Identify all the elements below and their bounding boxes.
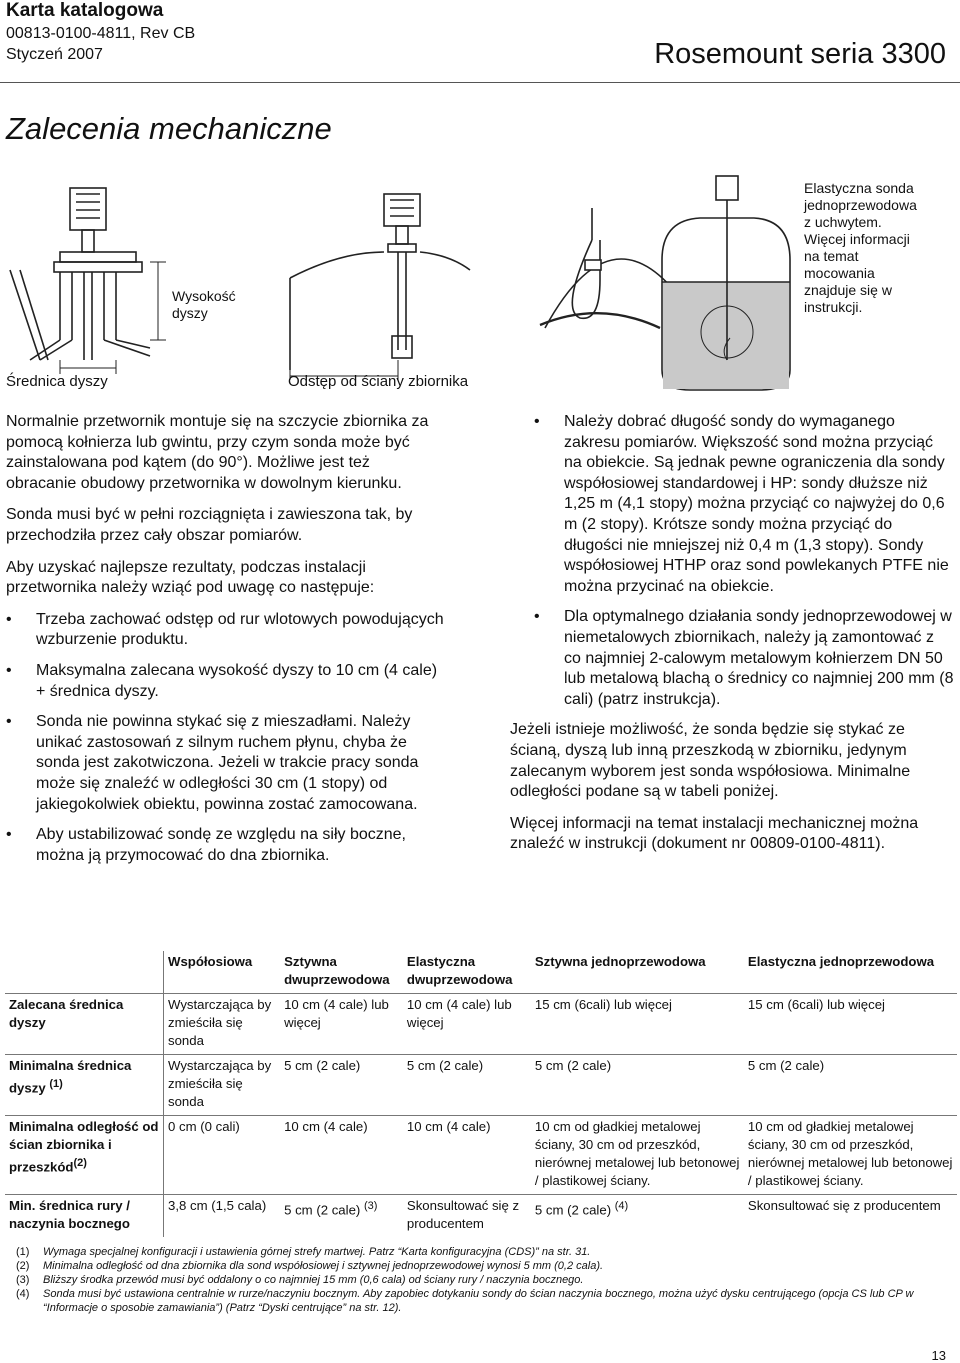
bullet-probe-length: • Należy dobrać długość sondy do wymaganego zakresu pomiarów. Większość sond można przyciąć na obiekcie. Są jednak pewne ograniczenia dla sondy współosiowej standardowej i HP: sondy dłuższe niż 1,25 m (4,1 stopy) można przyciąć co najwyżej do 0,6 m (2 stopy). Krótsze sondy można przyciąć do długości nie mniejszej niż 0,4 m (1,3 stopy). Sondy współosiowej HTHP oraz sond powlekanych PTFE nie można przycinać na obiekcie. xyxy=(534,412,954,597)
footnote-number: (3) xyxy=(16,1274,30,1286)
footnote-text: Wymaga specjalnej konfiguracji i ustawienia górnej strefy martwej. Patrz “Karta konfiguracyjna (CDS)” na str. 31. xyxy=(43,1246,591,1258)
row-label xyxy=(5,994,164,1055)
table-cell: Wystarczająca by zmieściła się sonda xyxy=(164,994,281,1055)
note-line-7: znajduje się w xyxy=(804,282,892,298)
table-cell: 5 cm (2 cale) xyxy=(531,1055,744,1116)
left-bullet-list xyxy=(6,610,444,867)
wall-distance-label: Odstęp od ściany zbiornika xyxy=(288,373,469,390)
table-cell: 3,8 cm (1,5 cala) xyxy=(164,1195,281,1238)
note-line-2: jednoprzewodowa xyxy=(804,197,917,213)
table-cell: 15 cm (6cali) lub więcej xyxy=(744,994,957,1055)
wall-distance-drawing xyxy=(290,194,470,380)
probe-extension-paragraph: Sonda musi być w pełni rozciągnięta i zawieszona tak, by przechodziła przez cały obszar pomiarów. xyxy=(6,506,413,544)
footnote xyxy=(16,1287,936,1315)
note-line-3: z uchwytem. xyxy=(804,214,882,230)
table-row xyxy=(5,1055,957,1116)
row-label-text: Zalecana średnica dyszy xyxy=(9,997,124,1030)
table-cell: Skonsultować się z producentem xyxy=(744,1195,957,1238)
table-cell: 5 cm (2 cale) xyxy=(280,1055,403,1116)
bullet-nozzle-height: • Maksymalna zalecana wysokość dyszy to 10 cm (4 cale) + średnica dyszy. xyxy=(6,661,444,702)
left-column xyxy=(6,412,444,876)
best-results-paragraph: Aby uzyskać najlepsze rezultaty, podczas instalacji przetwornika należy wziąć pod uwagę co następuje: xyxy=(6,558,375,597)
table-cell: 15 cm (6cali) lub więcej xyxy=(531,994,744,1055)
table-cell: 10 cm (4 cale) lub więcej xyxy=(280,994,403,1055)
right-bullet-list xyxy=(534,412,954,710)
doc-number: 00813-0100-4811, Rev CB xyxy=(6,25,196,42)
bullet-nonmetal-tank: • Dla optymalnego działania sondy jednoprzewodowej w niemetalowych zbiornikach, należy ją zamontować z co najmniej 2-calowym metalowym kołnierzem DN 50 lub metalową blachą o średnicy co najmniej 200 mm (8 cali) (patrz instrukcja). xyxy=(534,607,954,710)
more-info-paragraph: Więcej informacji na temat instalacji mechanicznej można znaleźć w instrukcji (dokument nr 00809-0100-4811). xyxy=(510,814,919,853)
footnote-text: Bliższy środka przewód musi być oddalony o co najmniej 15 mm (0,6 cala) od ściany rury / naczynia bocznego. xyxy=(43,1274,584,1286)
clearance-table xyxy=(5,951,957,1237)
footnote-ref: (2) xyxy=(73,1157,87,1169)
coax-recommendation-paragraph: Jeżeli istnieje możliwość, że sonda będzie się stykać ze ścianą, dyszą lub inną przeszkodą w zbiorniku, jedynym zalecanym wyborem jest sonda współosiowa. Minimalne odległości podane są w tabeli poniżej. xyxy=(510,721,911,801)
row-label xyxy=(5,1055,164,1116)
row-label-text: Min. średnica rury / naczynia bocznego xyxy=(9,1198,130,1231)
row-label-text: Minimalna odległość od ścian zbiornika i przeszkód xyxy=(9,1119,159,1175)
cell-text: 5 cm (2 cale) xyxy=(284,1202,361,1218)
row-label xyxy=(5,1116,164,1195)
column-header: Elastyczna dwuprzewodowa xyxy=(406,954,513,987)
table-cell: Skonsultować się z producentem xyxy=(403,1195,531,1238)
footnote-ref: (3) xyxy=(363,1200,378,1212)
column-header: Sztywna jednoprzewodowa xyxy=(534,954,706,969)
header-rule xyxy=(0,82,960,83)
table-row xyxy=(5,1195,957,1238)
footnote-ref: (4) xyxy=(614,1200,629,1212)
table-row xyxy=(5,994,957,1055)
row-label xyxy=(5,1195,164,1238)
nozzle-height-line-2: dyszy xyxy=(172,305,208,321)
table-cell: Wystarczająca by zmieściła się sonda xyxy=(164,1055,281,1116)
table-corner-cell xyxy=(5,951,164,994)
note-line-5: na temat xyxy=(804,248,859,264)
table-cell: 10 cm (4 cale) xyxy=(280,1116,403,1195)
intro-paragraph: Normalnie przetwornik montuje się na szczycie zbiornika za pomocą kołnierza lub gwintu, przy czym sonda może być zainstalowana pod kątem (do 90°). Możliwe jest też obracanie obudowy przetwornika w dowolnym kierunku. xyxy=(6,413,429,492)
footnote xyxy=(16,1245,936,1259)
column-header: Współosiowa xyxy=(168,954,253,969)
bullet-stabilize: • Aby ustabilizować sondę ze względu na siły boczne, można ją przymocować do dna zbiornika. xyxy=(6,825,444,866)
footnote-ref: (1) xyxy=(49,1078,63,1090)
bullet-agitators: • Sonda nie powinna stykać się z mieszadłami. Należy unikać zastosowań z silnym ruchem płynu, chyba że sonda jest zakotwiczona. Jeżeli w trakcie pracy sonda może się znaleźć w odległości 30 cm (1 stopy) od jakiegokolwiek obiektu, powinna zostać zamocowana. xyxy=(6,712,444,815)
table-row xyxy=(5,1116,957,1195)
table-cell: 0 cm (0 cali) xyxy=(164,1116,281,1195)
column-header: Elastyczna jednoprzewodowa xyxy=(747,954,935,969)
table-header-row xyxy=(5,951,957,994)
note-line-1: Elastyczna sonda xyxy=(804,180,914,196)
nozzle-height-label xyxy=(172,288,236,322)
footnote-text: Sonda musi być ustawiona centralnie w rurze/naczyniu bocznym. Aby zapobiec dotykaniu sondy do ścian naczynia bocznego, można użyć dysku centrującego (opcja CS lub CP w “Informacje o sposobie zamawiania”) (Patrz “Dyski centrujące” na str. 12). xyxy=(43,1288,914,1314)
table-cell: 10 cm (4 cale) xyxy=(403,1116,531,1195)
page-number: 13 xyxy=(931,1348,946,1363)
footnotes xyxy=(16,1245,936,1315)
table-cell xyxy=(280,1195,403,1238)
right-column xyxy=(510,412,954,866)
table-cell: 10 cm (4 cale) lub więcej xyxy=(403,994,531,1055)
note-line-6: mocowania xyxy=(804,265,875,281)
footnote-number: (4) xyxy=(16,1288,30,1300)
table-cell xyxy=(531,1195,744,1238)
cell-text: 5 cm (2 cale) xyxy=(534,1202,612,1218)
table-cell: 10 cm od gładkiej metalowej ściany, 30 cm od przeszkód, nierównej metalowej lub betonowej / plastikowej ściany. xyxy=(744,1116,957,1195)
table-cell: 5 cm (2 cale) xyxy=(403,1055,531,1116)
section-title: Zalecenia mechaniczne xyxy=(6,111,332,146)
nozzle-height-line-1: Wysokość xyxy=(172,288,236,304)
footnote xyxy=(16,1273,936,1287)
nozzle-tank-drawing xyxy=(10,188,166,374)
footnote xyxy=(16,1259,936,1273)
note-line-4: Więcej informacji xyxy=(804,231,910,247)
footnote-number: (1) xyxy=(16,1246,30,1258)
footnote-text: Minimalna odległość od dna zbiornika dla sond współosiowej i sztywnej jednoprzewodowej wynosi 5 mm (0,2 cala). xyxy=(43,1260,604,1272)
note-line-8: instrukcji. xyxy=(804,299,863,315)
table-cell: 10 cm od gładkiej metalowej ściany, 30 cm od przeszkód, nierównej metalowej lub betonowej / plastikowej ściany. xyxy=(531,1116,744,1195)
column-header: Sztywna dwuprzewodowa xyxy=(284,954,390,987)
tank-probe-drawing xyxy=(662,176,790,390)
product-series: Rosemount seria 3300 xyxy=(654,38,946,70)
flex-probe-note xyxy=(804,180,917,316)
table-cell: 5 cm (2 cale) xyxy=(744,1055,957,1116)
doc-type: Karta katalogowa xyxy=(6,0,164,21)
footnote-number: (2) xyxy=(16,1260,30,1272)
row-label-text: Minimalna średnica dyszy xyxy=(9,1058,132,1096)
doc-date: Styczeń 2007 xyxy=(6,46,103,63)
nozzle-diameter-label: Średnica dyszy xyxy=(6,373,108,390)
bullet-inlet-pipes: • Trzeba zachować odstęp od rur wlotowych powodujących wzburzenie produktu. xyxy=(6,610,444,651)
